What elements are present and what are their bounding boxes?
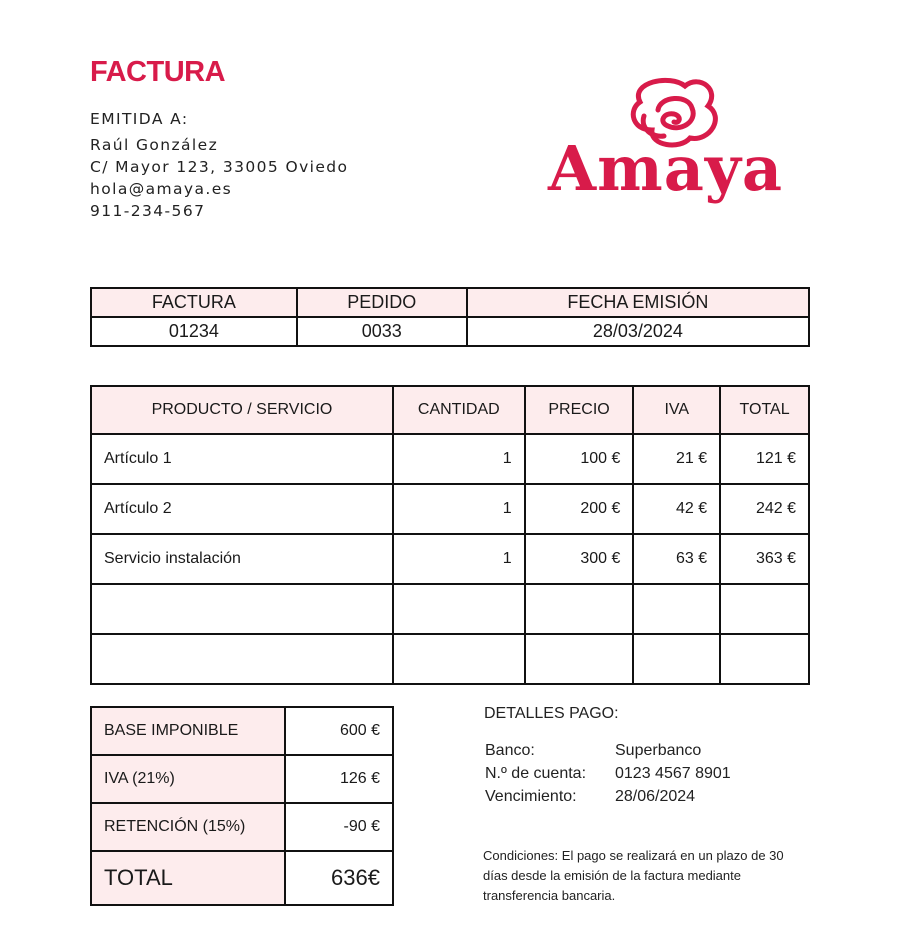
item-quantity — [393, 584, 525, 634]
item-total: 363 € — [720, 534, 809, 584]
withholding-value: -90 € — [285, 803, 393, 851]
item-vat: 42 € — [633, 484, 720, 534]
brand-logo-text: Amaya — [548, 132, 784, 205]
subtotal-value: 600 € — [285, 707, 393, 755]
line-items-table — [90, 385, 810, 685]
item-quantity: 1 — [393, 484, 525, 534]
vat-label: IVA (21%) — [91, 755, 285, 803]
issued-to-block — [90, 108, 348, 222]
item-vat — [633, 634, 720, 684]
items-header-price: PRECIO — [525, 386, 634, 434]
client-address: C/ Mayor 123, 33005 Oviedo — [90, 158, 349, 176]
table-row — [91, 534, 809, 584]
payment-details-heading: DETALLES PAGO: — [484, 705, 619, 722]
item-product: Artículo 2 — [91, 484, 393, 534]
meta-header-date: FECHA EMISIÓN — [467, 288, 809, 317]
bank-value: Superbanco — [615, 742, 702, 759]
item-product — [91, 634, 393, 684]
item-price — [525, 634, 634, 684]
vat-value: 126 € — [285, 755, 393, 803]
item-price: 300 € — [525, 534, 634, 584]
item-product: Servicio instalación — [91, 534, 393, 584]
item-price — [525, 584, 634, 634]
table-row — [91, 584, 809, 634]
account-value: 0123 4567 8901 — [615, 765, 731, 782]
meta-order-number: 0033 — [297, 317, 467, 346]
item-quantity: 1 — [393, 434, 525, 484]
table-row — [91, 484, 809, 534]
item-total — [720, 634, 809, 684]
item-price: 100 € — [525, 434, 634, 484]
meta-issue-date: 28/03/2024 — [467, 317, 809, 346]
client-email: hola@amaya.es — [90, 180, 233, 198]
item-product — [91, 584, 393, 634]
item-price: 200 € — [525, 484, 634, 534]
totals-table — [90, 706, 394, 906]
meta-header-order: PEDIDO — [297, 288, 467, 317]
items-header-quantity: CANTIDAD — [393, 386, 525, 434]
item-vat — [633, 584, 720, 634]
items-header-vat: IVA — [633, 386, 720, 434]
issued-to-label: EMITIDA A: — [90, 110, 189, 128]
table-row — [91, 434, 809, 484]
item-quantity: 1 — [393, 534, 525, 584]
grand-total-label: TOTAL — [91, 851, 285, 905]
bank-label: Banco: — [485, 742, 535, 759]
account-label: N.º de cuenta: — [485, 765, 587, 782]
item-quantity — [393, 634, 525, 684]
invoice-meta-table — [90, 287, 810, 347]
item-vat: 21 € — [633, 434, 720, 484]
item-total — [720, 584, 809, 634]
payment-conditions: Condiciones: El pago se realizará en un plazo de 30 días desde la emisión de la factura mediante transferencia bancaria. — [483, 848, 784, 903]
due-date-label: Vencimiento: — [485, 788, 577, 805]
item-vat: 63 € — [633, 534, 720, 584]
item-product: Artículo 1 — [91, 434, 393, 484]
item-total: 242 € — [720, 484, 809, 534]
due-date-value: 28/06/2024 — [615, 788, 696, 805]
items-header-total: TOTAL — [720, 386, 809, 434]
client-phone: 911-234-567 — [90, 202, 206, 220]
meta-invoice-number: 01234 — [91, 317, 297, 346]
meta-header-invoice: FACTURA — [91, 288, 297, 317]
client-name: Raúl González — [90, 136, 219, 154]
subtotal-label: BASE IMPONIBLE — [91, 707, 285, 755]
grand-total-value: 636€ — [285, 851, 393, 905]
table-row — [91, 634, 809, 684]
items-header-product: PRODUCTO / SERVICIO — [91, 386, 393, 434]
withholding-label: RETENCIÓN (15%) — [91, 803, 285, 851]
payment-details — [485, 739, 731, 808]
item-total: 121 € — [720, 434, 809, 484]
invoice-title: FACTURA — [90, 56, 226, 88]
